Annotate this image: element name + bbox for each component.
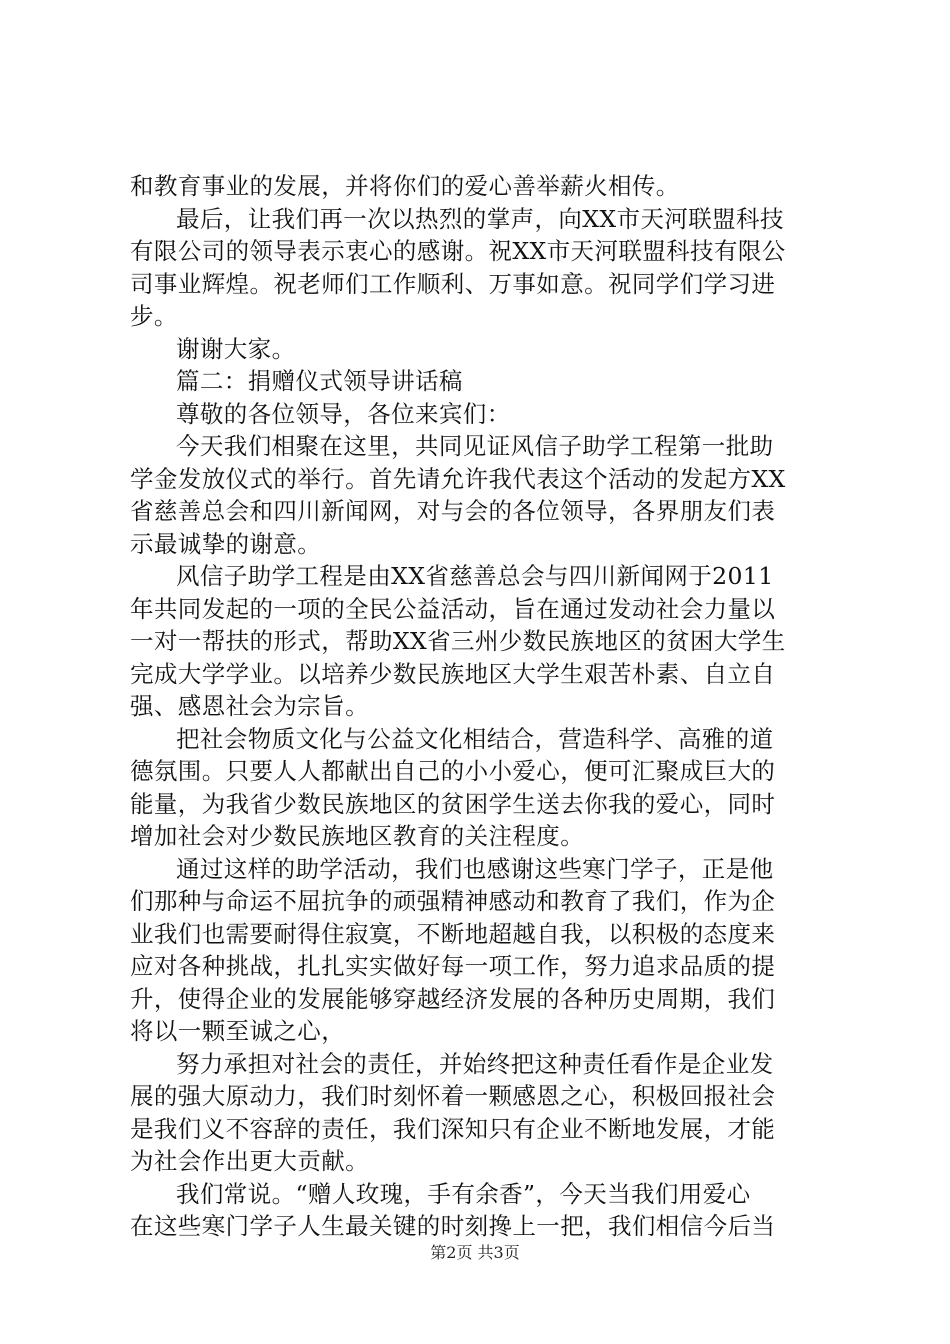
text-line: 增加社会对少数民族地区教育的关注程度。	[130, 822, 585, 850]
text-line: 在这些寒门学子人生最关键的时刻搀上一把，我们相信今后当	[130, 1212, 776, 1240]
text-line: 和教育事业的发展，并将你们的爱心善举薪火相传。	[130, 172, 680, 200]
text-line: 能量，为我省少数民族地区的贫困学生送去你我的爱心，同时	[130, 789, 776, 818]
text-line: 学金发放仪式的举行。首先请允许我代表这个活动的发起方XX	[130, 464, 786, 493]
text-line: 应对各种挑战，扎扎实实做好每一项工作，努力追求品质的提	[130, 952, 776, 980]
text-line: 是我们义不容辞的责任，我们深知只有企业不断地发展，才能	[130, 1114, 776, 1143]
salutation: 尊敬的各位领导，各位来宾们：	[176, 399, 511, 428]
text-line: 年共同发起的一项的全民公益活动，旨在通过发动社会力量以	[130, 594, 776, 623]
text-line: 有限公司的领导表示衷心的感谢。祝XX市天河联盟科技有限公	[130, 237, 786, 265]
section-heading: 篇二：捐赠仪式领导讲话稿	[176, 367, 463, 395]
text-line: 们那种与命运不屈抗争的顽强精神感动和教育了我们，作为企	[130, 887, 776, 915]
text-line: 升，使得企业的发展能够穿越经济发展的各种历史周期，我们	[130, 984, 776, 1013]
text-line: 司事业辉煌。祝老师们工作顺利、万事如意。祝同学们学习进	[130, 269, 776, 298]
text-line: 风信子助学工程是由XX省慈善总会与四川新闻网于2011	[176, 562, 774, 590]
text-line: 德氛围。只要人人都献出自己的小小爱心，便可汇聚成巨大的	[130, 757, 776, 785]
text-line: 将以一颗至诚之心，	[130, 1017, 346, 1045]
text-line: 业我们也需要耐得住寂寞，不断地超越自我，以积极的态度来	[130, 919, 776, 948]
text-line: 通过这样的助学活动，我们也感谢这些寒门学子，正是他	[176, 854, 774, 883]
text-line: 强、感恩社会为宗旨。	[130, 692, 369, 720]
text-line: 步。	[130, 302, 178, 330]
text-line: 把社会物质文化与公益文化相结合，营造科学、高雅的道	[176, 724, 774, 753]
document-body	[130, 170, 830, 1243]
text-line: 谢谢大家。	[176, 334, 296, 363]
text-line: 最后，让我们再一次以热烈的掌声，向XX市天河联盟科技	[176, 204, 784, 233]
text-line: 一对一帮扶的形式，帮助XX省三州少数民族地区的贫困大学生	[130, 627, 786, 655]
text-line: 省慈善总会和四川新闻网，对与会的各位领导，各界朋友们表	[130, 497, 776, 525]
text-line: 努力承担对社会的责任，并始终把这种责任看作是企业发	[176, 1049, 774, 1078]
text-line: 完成大学学业。以培养少数民族地区大学生艰苦朴素、自立自	[130, 659, 776, 688]
text-line: 为社会作出更大贡献。	[130, 1147, 369, 1175]
text-line: 我们常说。“赠人玫瑰，手有余香”，今天当我们用爱心	[176, 1179, 751, 1208]
text-line: 今天我们相聚在这里，共同见证风信子助学工程第一批助	[176, 432, 774, 460]
text-line: 展的强大原动力，我们时刻怀着一颗感恩之心，积极回报社会	[130, 1082, 776, 1110]
text-line: 示最诚挚的谢意。	[130, 529, 322, 558]
page-number-footer: 第2页 共3页	[430, 1243, 520, 1262]
